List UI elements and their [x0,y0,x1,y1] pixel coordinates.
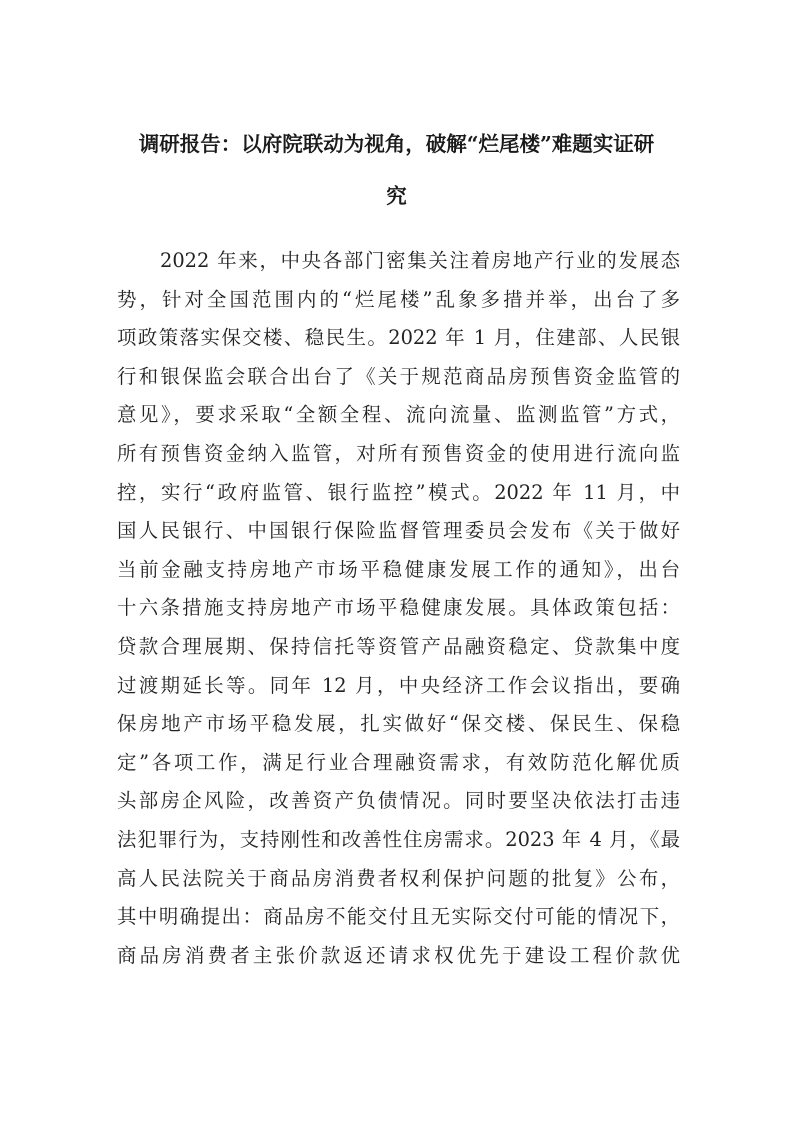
text-line: 控，实行“政府监管、银行监控”模式。2022 年 11 月，中 [117,480,680,504]
body-paragraph [117,242,680,975]
text-line: 所有预售资金纳入监管，对所有预售资金的使用进行流向监 [117,441,680,465]
text-line: 项政策落实保交楼、稳民生。2022 年 1 月，住建部、人民银 [117,326,680,350]
text-line: 过渡期延长等。同年 12 月，中央经济工作会议指出，要确 [117,673,680,697]
text-line: 法犯罪行为，支持刚性和改善性住房需求。2023 年 4 月，《最 [117,827,680,851]
text-line: 其中明确提出：商品房不能交付且无实际交付可能的情况下， [117,905,680,929]
text-line: 定”各项工作，满足行业合理融资需求，有效防范化解优质 [117,750,680,774]
text-line: 行和银保监会联合出台了《关于规范商品房预售资金监管的 [117,364,680,388]
text-line: 贷款合理展期、保持信托等资管产品融资稳定、贷款集中度 [117,634,680,658]
text-line: 保房地产市场平稳发展，扎实做好“保交楼、保民生、保稳 [117,712,680,736]
text-line: 势，针对全国范围内的“烂尾楼”乱象多措并举，出台了多 [117,287,680,311]
document-title [100,118,693,222]
title-line-2: 究 [386,184,407,208]
text-line: 意见》，要求采取“全额全程、流向流量、监测监管”方式， [117,403,680,427]
text-line: 商品房消费者主张价款返还请求权优先于建设工程价款优 [117,943,680,967]
title-line-1: 调研报告：以府院联动为视角，破解“烂尾楼”难题实证研 [138,132,655,156]
text-line: 2022 年来，中央各部门密集关注着房地产行业的发展态 [160,249,680,272]
text-line: 头部房企风险，改善资产负债情况。同时要坚决依法打击违 [117,789,680,813]
text-line: 十六条措施支持房地产市场平稳健康发展。具体政策包括： [117,596,680,620]
text-line: 高人民法院关于商品房消费者权利保护问题的批复》公布， [117,866,680,890]
text-line: 当前金融支持房地产市场平稳健康发展工作的通知》，出台 [117,557,680,581]
text-line: 国人民银行、中国银行保险监督管理委员会发布《关于做好 [117,519,680,543]
